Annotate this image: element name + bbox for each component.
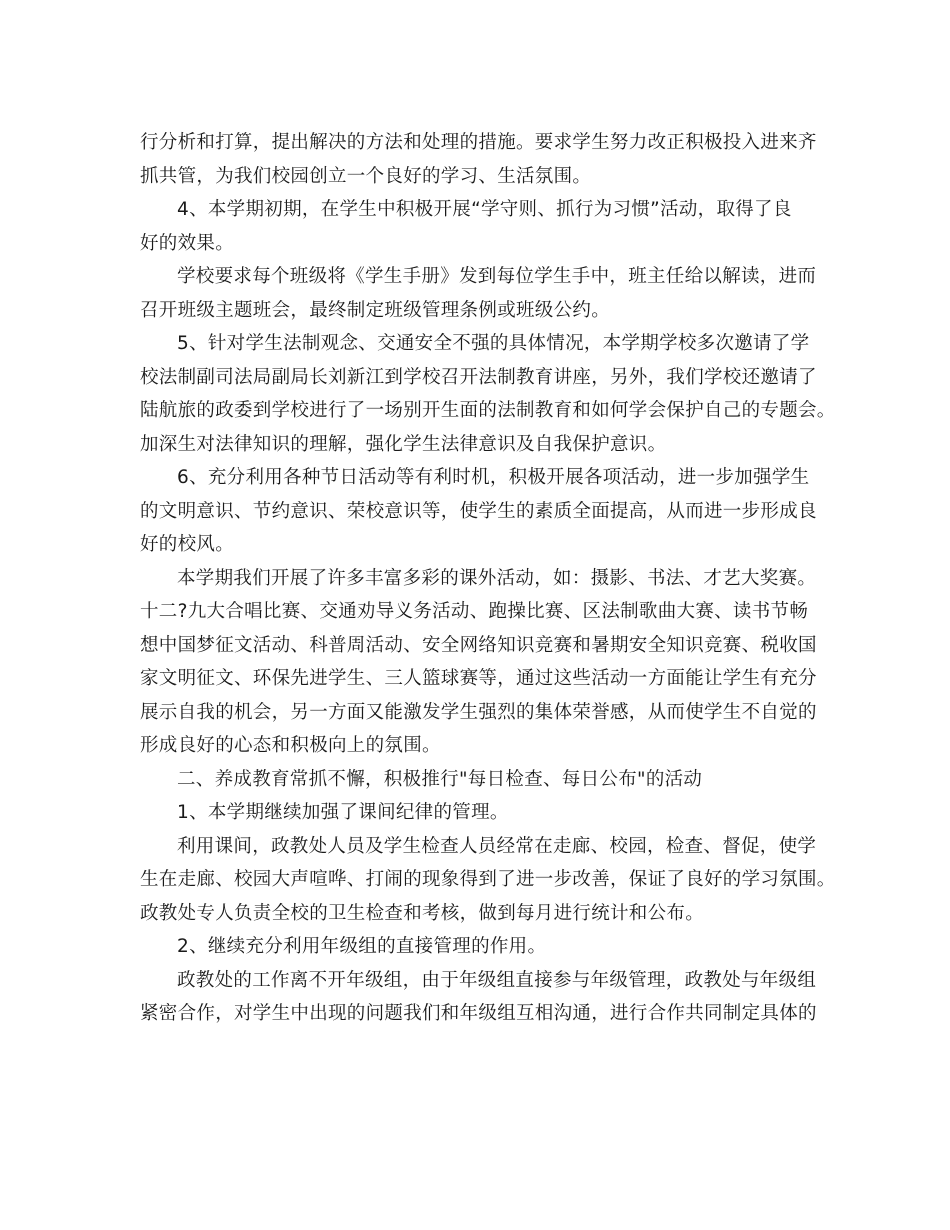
text-line: 抓共管，为我们校园创立一个良好的学习、生活氛围。 (140, 165, 592, 187)
text-line: 5、针对学生法制观念、交通安全不强的具体情况，本学期学校多次邀请了学 (177, 333, 810, 354)
text-line: 二、养成教育常抓不懈，积极推行"每日检查、每日公布"的活动 (177, 768, 703, 790)
text-line: 好的效果。 (140, 232, 235, 254)
text-line: 4、本学期初期，在学生中积极开展“学守则、抓行为习惯”活动，取得了良 (177, 199, 792, 220)
text-line: 陆航旅的政委到学校进行了一场别开生面的法制教育和如何学会保护自己的专题会。 (140, 400, 836, 421)
text-line: 展示自我的机会，另一方面又能激发学生强烈的集体荣誉感，从而使学生不自觉的 (140, 701, 817, 723)
text-line: 家文明征文、环保先进学生、三人篮球赛等，通过这些活动一方面能让学生有充分 (140, 668, 817, 689)
text-line: 本学期我们开展了许多丰富多彩的课外活动，如：摄影、书法、才艺大奖赛。 (177, 567, 817, 589)
text-line: 6、充分利用各种节日活动等有利时机，积极开展各项活动，进一步加强学生 (177, 467, 810, 488)
text-line: 校法制副司法局副局长刘新江到学校召开法制教育讲座，另外，我们学校还邀请了 (140, 366, 817, 388)
text-line: 政教处专人负责全校的卫生检查和考核，做到每月进行统计和公布。 (140, 902, 705, 924)
text-line: 1、本学期继续加强了课间纪律的管理。 (177, 802, 509, 823)
text-line: 十二?九大合唱比赛、交通劝导义务活动、跑操比赛、区法制歌曲大赛、读书节畅 (140, 601, 809, 622)
text-line: 的文明意识、节约意识、荣校意识等，使学生的素质全面提高，从而进一步形成良 (140, 500, 817, 522)
text-line: 政教处的工作离不开年级组，由于年级组直接参与年级管理，政教处与年级组 (177, 969, 817, 991)
text-line: 生在走廊、校园大声喧哗、打闹的现象得到了进一步改善，保证了良好的学习氛围。 (140, 869, 836, 890)
text-line: 紧密合作，对学生中出现的问题我们和年级组互相沟通，进行合作共同制定具体的 (140, 1003, 817, 1024)
text-line: 学校要求每个班级将《学生手册》发到每位学生手中，班主任给以解读，进而 (177, 266, 817, 287)
text-line: 召开班级主题班会，最终制定班级管理条例或班级公约。 (140, 299, 611, 321)
text-line: 2、继续充分利用年级组的直接管理的作用。 (177, 936, 547, 957)
document-body (140, 126, 836, 1031)
text-line: 形成良好的心态和积极向上的氛围。 (140, 735, 441, 756)
text-line: 加深生对法律知识的理解，强化学生法律意识及自我保护意识。 (140, 433, 667, 455)
text-line: 好的校风。 (140, 534, 235, 555)
text-line: 想中国梦征文活动、科普周活动、安全网络知识竞赛和暑期安全知识竞赛、税收国 (140, 634, 817, 656)
text-line: 利用课间，政教处人员及学生检查人员经常在走廊、校园，检查、督促，使学 (177, 835, 817, 857)
text-line: 行分析和打算，提出解决的方法和处理的措施。要求学生努力改正积极投入进来齐 (140, 132, 817, 153)
